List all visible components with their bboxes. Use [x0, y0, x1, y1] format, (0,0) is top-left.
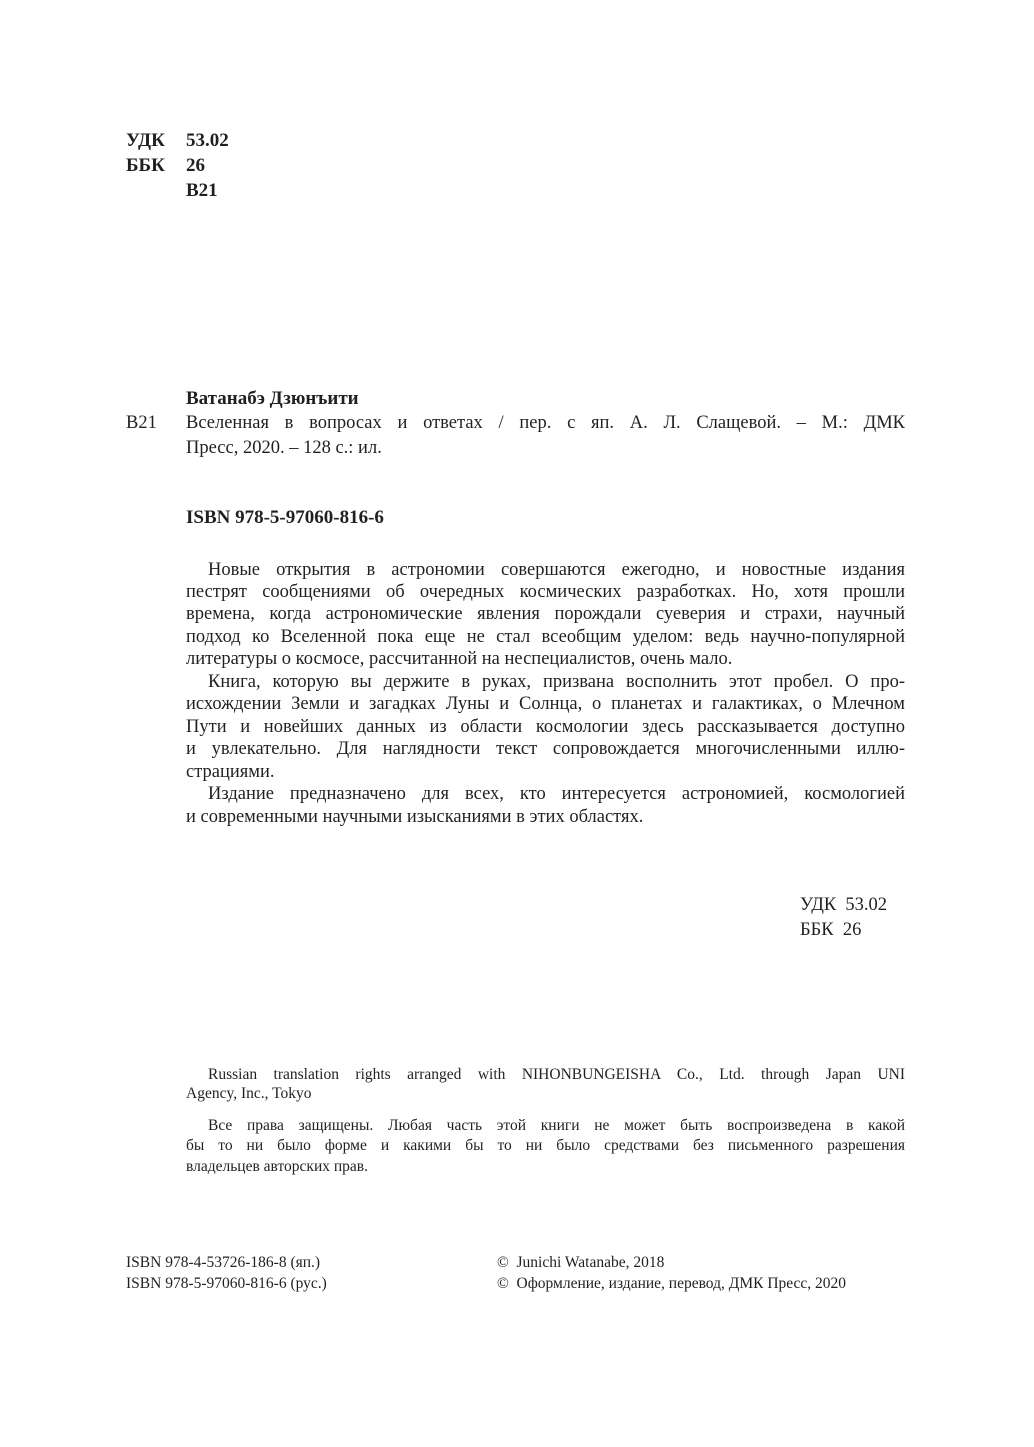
isbn-russian: ISBN 978-5-97060-816-6 (рус.) [126, 1275, 327, 1292]
author-mark: В21 [186, 180, 218, 201]
abstract-line: Новые открытия в астрономии совершаются ежегодно, и новостные издания [208, 560, 905, 580]
abstract-line: времена, когда астрономические явления порождали суеверия и страхи, научный [186, 604, 905, 624]
all-rights-line: Все права защищены. Любая часть этой книги не может быть воспроизведена в какой [208, 1117, 905, 1134]
record-line-1: Вселенная в вопросах и ответах / пер. с яп. А. Л. Слащевой. – М.: ДМК [186, 413, 905, 433]
isbn-japanese: ISBN 978-4-53726-186-8 (яп.) [126, 1254, 321, 1271]
abstract-line: Книга, которую вы держите в руках, призвана восполнить этот пробел. О про- [208, 672, 905, 692]
isbn-bold: ISBN 978-5-97060-816-6 [186, 507, 384, 528]
abstract-line: Пути и новейших данных из области космологии здесь рассказывается доступно [186, 717, 905, 737]
all-rights-line: владельцев авторских прав. [186, 1158, 368, 1175]
udk-code: УДК 53.02 [800, 895, 888, 915]
copyright-author: © Junichi Watanabe, 2018 [497, 1254, 665, 1271]
abstract-line: страциями. [186, 762, 275, 782]
bbk-label: ББК [126, 155, 165, 176]
translation-rights-line: Agency, Inc., Tokyo [186, 1085, 312, 1102]
record-line-2: Пресс, 2020. – 128 с.: ил. [186, 438, 382, 458]
author-name: Ватанабэ Дзюнъити [186, 388, 359, 409]
bbk-value: 26 [186, 155, 205, 176]
abstract-line: Издание предназначено для всех, кто интересуется астрономией, космологией [208, 784, 905, 804]
abstract-line: литературы о космосе, рассчитанной на неспециалистов, очень мало. [186, 649, 733, 669]
copyright-publisher: © Оформление, издание, перевод, ДМК Пресс, 2020 [497, 1275, 847, 1292]
abstract-line: и увлекательно. Для наглядности текст сопровождается многочисленными иллю- [186, 739, 905, 759]
abstract-line: подход ко Вселенной пока еще не стал всеобщим уделом: ведь научно-популярной [186, 627, 905, 647]
bbk-code: ББК 26 [800, 920, 862, 940]
abstract-line: и современными научными изысканиями в этих областях. [186, 807, 644, 827]
record-mark: В21 [126, 413, 157, 433]
abstract-line: пестрят сообщениями об очередных космических разработках. Но, хотя прошли [186, 582, 905, 602]
abstract-line: исхождении Земли и загадках Луны и Солнца, о планетах и галактиках, о Млечном [186, 694, 905, 714]
udk-label: УДК [126, 130, 165, 151]
translation-rights-line: Russian translation rights arranged with NIHONBUNGEISHA Co., Ltd. through Japan UNI [208, 1066, 905, 1083]
all-rights-line: бы то ни было форме и какими бы то ни было средствами без письменного разрешения [186, 1137, 905, 1154]
udk-value: 53.02 [186, 130, 229, 151]
